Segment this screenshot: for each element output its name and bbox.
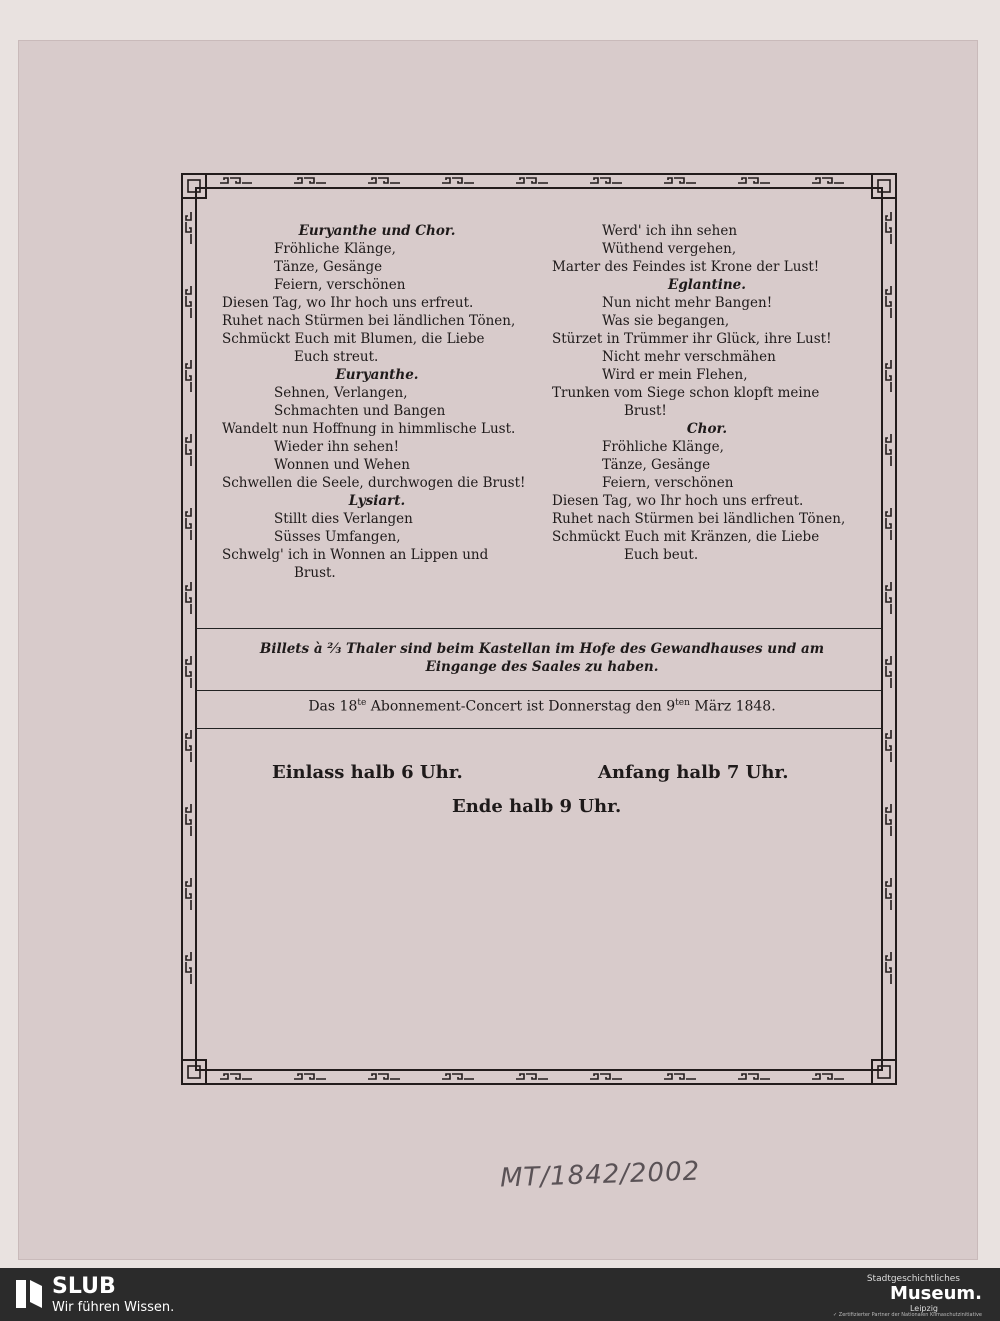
verse-line: Ruhet nach Stürmen bei ländlichen Tönen, [552,511,846,527]
shelfmark-handwriting: MT/1842/2002 [499,1156,701,1194]
verse-line: Wird er mein Flehen, [602,367,748,383]
verse-line: Schwellen die Seele, durchwogen die Brust! [222,475,526,491]
verse-line: Werd' ich ihn sehen [602,223,738,239]
verse-line: Diesen Tag, wo Ihr hoch uns erfreut. [222,295,474,311]
museum-name: Museum. [889,1283,982,1304]
verse-line: Brust. [294,565,336,581]
verse-line: Schmachten und Bangen [274,403,446,419]
concert-announcement: Das $18^{te}$ Abonnement-Concert ist Donnerstag den $9^{ten}$ März 1848. [308,698,776,715]
slub-logo-icon [12,1276,46,1312]
library-name: SLUB [52,1274,116,1299]
verse-line: Nun nicht mehr Bangen! [602,295,773,311]
verse-line: Euch streut. [294,349,379,365]
verse-line: Tänze, Gesänge [274,259,383,275]
verse-line: Wonnen und Wehen [274,457,410,473]
verse-line: Brust! [624,403,667,419]
verse-line: Wieder ihn sehen! [274,439,400,455]
verse-line: Stillt dies Verlangen [274,511,413,527]
ticket-notice [222,640,862,676]
start-time: Anfang halb 7 Uhr. [598,762,789,783]
verse-line: Feiern, verschönen [274,277,406,293]
left-column [222,222,532,582]
footer-bar [0,1268,1000,1321]
verse-line: Schmückt Euch mit Kränzen, die Liebe [552,529,820,545]
verse-line: Tänze, Gesänge [602,457,711,473]
role-heading: Euryanthe und Chor. [298,223,456,239]
verse-line: Nicht mehr verschmähen [602,349,776,365]
divider-3 [196,728,882,729]
role-heading: Lysiart. [348,493,406,509]
library-slogan: Wir führen Wissen. [52,1300,175,1315]
role-heading: Eglantine. [668,277,746,293]
verse-line: Schmückt Euch mit Blumen, die Liebe [222,331,485,347]
museum-prefix: Stadtgeschichtliches [866,1274,960,1284]
museum-partner-note: ✓ Zertifizierter Partner der Nationalen Klimaschutzinitiative [832,1312,982,1318]
libretto-text [222,222,862,582]
divider-1 [196,628,882,629]
divider-2 [196,690,882,691]
verse-line: Stürzet in Trümmer ihr Glück, ihre Lust! [552,331,832,347]
verse-line: Fröhliche Klänge, [274,241,396,257]
admission-time: Einlass halb 6 Uhr. [272,762,463,783]
verse-line: Wandelt nun Hoffnung in himmlische Lust. [222,421,516,437]
verse-line: Fröhliche Klänge, [602,439,724,455]
verse-line: Ruhet nach Stürmen bei ländlichen Tönen, [222,313,516,329]
verse-line: Feiern, verschönen [602,475,734,491]
verse-line: Trunken vom Siege schon klopft meine [552,385,820,401]
verse-line: Euch beut. [624,547,699,563]
right-column [552,222,862,582]
verse-line: Süsses Umfangen, [274,529,401,545]
verse-line: Diesen Tag, wo Ihr hoch uns erfreut. [552,493,804,509]
end-time: Ende halb 9 Uhr. [452,796,622,817]
verse-line: Marter des Feindes ist Krone der Lust! [552,259,820,275]
verse-line: Wüthend vergehen, [602,241,737,257]
role-heading: Euryanthe. [335,367,419,383]
museum-city: Leipzig [909,1304,938,1313]
ticket-notice-line-1: Billets à ⅔ Thaler sind beim Kastellan im Hofe des Gewandhauses und am [259,641,825,657]
verse-line: Was sie begangen, [602,313,730,329]
verse-line: Sehnen, Verlangen, [274,385,408,401]
verse-line: Schwelg' ich in Wonnen an Lippen und [222,547,489,563]
role-heading: Chor. [686,421,728,437]
ticket-notice-line-2: Eingange des Saales zu haben. [425,659,659,675]
